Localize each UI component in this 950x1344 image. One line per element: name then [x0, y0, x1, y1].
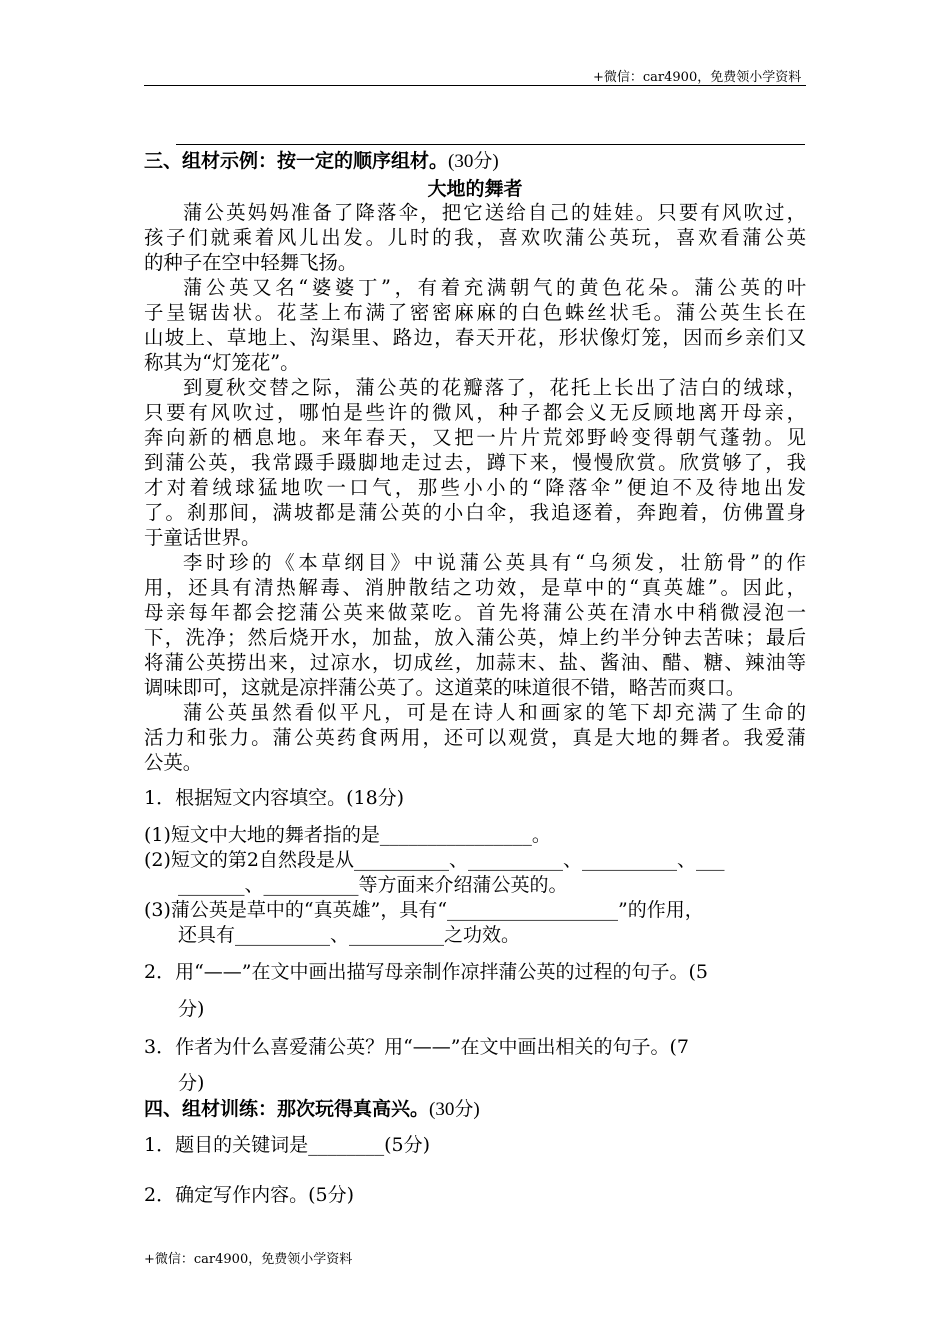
section-3-heading-text: 三、组材示例：按一定的顺序组材。 [144, 150, 449, 172]
article-line: 只要有风吹过，哪怕是些许的微风，种子都会义无反顾地离开母亲， [144, 401, 806, 424]
section-3-score: (30分) [448, 151, 499, 172]
section-4-question-2: 2．确定写作内容。(5分) [144, 1184, 355, 1206]
article-line: 将蒲公英捞出来，过凉水，切成丝，加蒜末、盐、酱油、醋、糖、辣油等 [144, 651, 806, 674]
article-line: 调味即可，这就是凉拌蒲公英了。这道菜的味道很不错，略苦而爽口。 [144, 676, 746, 699]
section-4-score: (30分) [429, 1099, 480, 1120]
question-1-3-cont: 还具有__________、__________之功效。 [178, 924, 521, 946]
question-3-cont: 分) [178, 1072, 205, 1094]
question-1-3: (3)蒲公英是草中的“真英雄”，具有“__________________”的作用， [144, 899, 704, 921]
article-line: 才对着绒球猛地吹一口气，那些小小的“降落伞”便迫不及待地出发 [144, 476, 806, 499]
question-2-cont: 分) [178, 998, 205, 1020]
question-1-2: (2)短文的第2自然段是从__________、__________、__________、___ [144, 849, 725, 871]
article-line: 蒲公英又名“婆婆丁”，有着充满朝气的黄色花朵。蒲公英的叶 [183, 276, 806, 299]
footer-text: +微信：car4900，免费领小学资料 [144, 1252, 353, 1267]
header-text: +微信：car4900，免费领小学资料 [593, 70, 802, 85]
article-line: 到蒲公英，我常蹑手蹑脚地走过去，蹲下来，慢慢欣赏。欣赏够了，我 [144, 451, 806, 474]
article-line: 的种子在空中轻舞飞扬。 [144, 251, 358, 274]
article-line: 用，还具有清热解毒、消肿散结之功效，是草中的“真英雄”。因此， [144, 576, 806, 599]
article-line: 到夏秋交替之际，蒲公英的花瓣落了，花托上长出了洁白的绒球， [183, 376, 806, 399]
article-title: 大地的舞者 [427, 178, 523, 200]
article-line: 孩子们就乘着风儿出发。儿时的我，喜欢吹蒲公英玩，喜欢看蒲公英 [144, 226, 806, 249]
question-3: 3．作者为什么喜爱蒲公英？用“——”在文中画出相关的句子。(7 [144, 1036, 690, 1058]
article-line: 活力和张力。蒲公英药食两用，还可以观赏，真是大地的舞者。我爱蒲 [144, 726, 806, 749]
section-4-heading [144, 1097, 480, 1122]
header-rule [144, 85, 806, 86]
article-line: 下，洗净；然后烧开水，加盐，放入蒲公英，焯上约半分钟去苦味；最后 [144, 626, 806, 649]
article-line: 奔向新的栖息地。来年春天，又把一片片荒郊野岭变得朝气蓬勃。见 [144, 426, 806, 449]
article-line: 蒲公英妈妈准备了降落伞，把它送给自己的娃娃。只要有风吹过， [183, 201, 806, 224]
article-line: 李时珍的《本草纲目》中说蒲公英具有“乌须发，壮筋骨”的作 [183, 551, 806, 574]
section-3-heading [144, 149, 499, 174]
article-line: 山坡上、草地上、沟渠里、路边，春天开花，形状像灯笼，因而乡亲们又 [144, 326, 806, 349]
article-line: 称其为“灯笼花”。 [144, 351, 300, 374]
answer-line [176, 144, 805, 145]
article-line: 公英。 [144, 751, 203, 774]
question-1-2-cont: _______、__________等方面来介绍蒲公英的。 [178, 874, 568, 896]
question-1: 1．根据短文内容填空。(18分) [144, 787, 405, 809]
section-4-question-1: 1．题目的关键词是________(5分) [144, 1134, 431, 1156]
article-line: 了。刹那间，满坡都是蒲公英的小白伞，我追逐着，奔跑着，仿佛置身 [144, 501, 806, 524]
question-1-1: (1)短文中大地的舞者指的是________________。 [144, 824, 551, 846]
article-line: 于童话世界。 [144, 526, 261, 549]
section-4-heading-text: 四、组材训练：那次玩得真高兴。 [144, 1098, 430, 1120]
question-2: 2．用“——”在文中画出描写母亲制作凉拌蒲公英的过程的句子。(5 [144, 961, 709, 983]
article-line: 子呈锯齿状。花茎上布满了密密麻麻的白色蛛丝状毛。蒲公英生长在 [144, 301, 806, 324]
article-line: 蒲公英虽然看似平凡，可是在诗人和画家的笔下却充满了生命的 [183, 701, 806, 724]
article-line: 母亲每年都会挖蒲公英来做菜吃。首先将蒲公英在清水中稍微浸泡一 [144, 601, 806, 624]
